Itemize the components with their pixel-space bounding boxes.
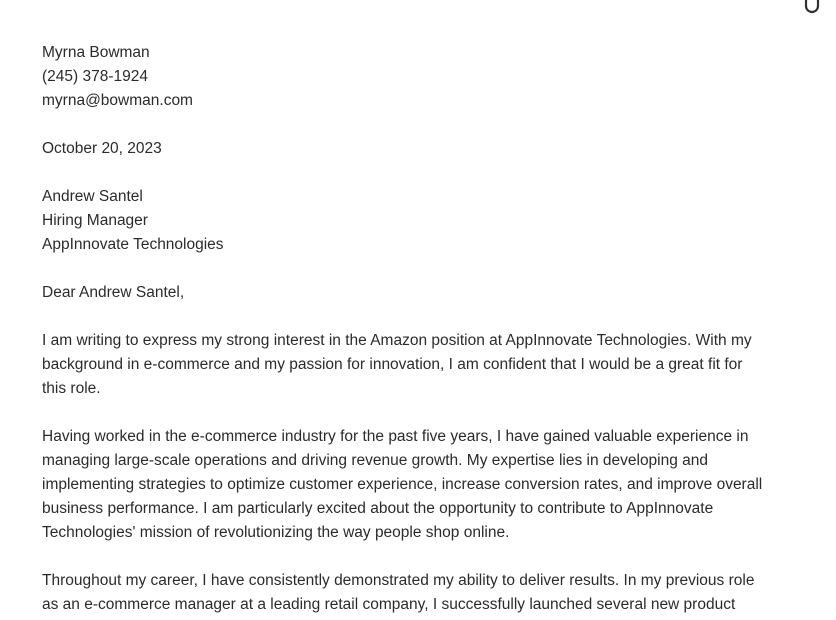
sender-block	[42, 41, 802, 113]
recipient-title: Hiring Manager	[42, 212, 148, 229]
body-paragraph	[42, 425, 802, 545]
recipient-company: AppInnovate Technologies	[42, 236, 224, 253]
paragraph-line: Technologies' mission of revolutionizing the way people shop online.	[42, 524, 510, 541]
paragraph-line: managing large-scale operations and driving revenue growth. My expertise lies in developing and	[42, 452, 709, 469]
paragraph-line: Throughout my career, I have consistently demonstrated my ability to deliver results. In my previous role	[42, 572, 755, 589]
paragraph-line: I am writing to express my strong interest in the Amazon position at AppInnovate Technologies. With my	[42, 332, 752, 349]
date-block	[42, 137, 802, 161]
paragraph-line: background in e-commerce and my passion for innovation, I am confident that I would be a great fit for	[42, 356, 743, 373]
body-paragraph	[42, 329, 802, 401]
paperclip-icon[interactable]	[802, 0, 822, 16]
sender-name: Myrna Bowman	[42, 44, 150, 61]
paragraph-line: as an e-commerce manager at a leading retail company, I successfully launched several new product	[42, 596, 736, 613]
sender-email: myrna@bowman.com	[42, 92, 193, 109]
paragraph-line: this role.	[42, 380, 101, 397]
letter-date: October 20, 2023	[42, 140, 162, 157]
recipient-name: Andrew Santel	[42, 188, 143, 205]
recipient-block	[42, 185, 802, 257]
cover-letter	[42, 41, 802, 620]
salutation: Dear Andrew Santel,	[42, 284, 185, 301]
salutation-block	[42, 281, 802, 305]
paragraph-line: implementing strategies to optimize customer experience, increase conversion rates, and improve overall	[42, 476, 763, 493]
paragraph-line: Having worked in the e-commerce industry for the past five years, I have gained valuable experience in	[42, 428, 749, 445]
paragraph-line: business performance. I am particularly excited about the opportunity to contribute to AppInnovate	[42, 500, 714, 517]
sender-phone: (245) 378-1924	[42, 68, 148, 85]
body-paragraph	[42, 569, 802, 617]
